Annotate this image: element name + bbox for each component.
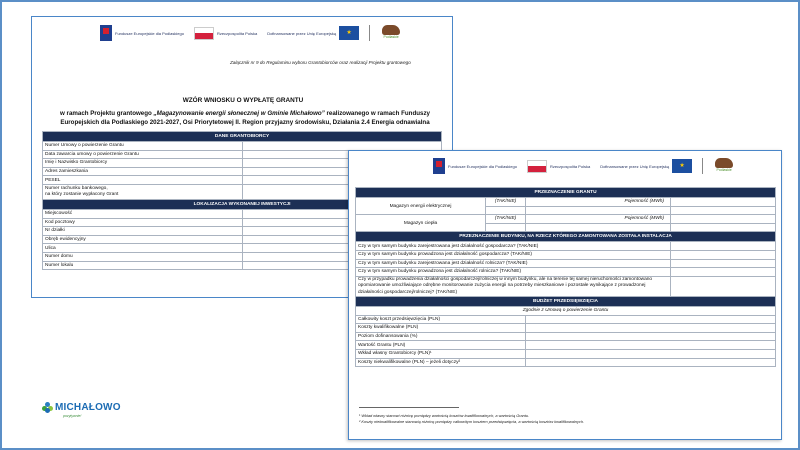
table-row: Poziom dofinansowania (%) — [356, 332, 776, 341]
poland-flag-icon — [527, 160, 547, 173]
logo-bar — [100, 25, 402, 41]
bank-account-label: Numer rachunku bankowego, na który zostanie wypłacony Grant — [43, 184, 243, 199]
logo-separator — [369, 25, 370, 41]
grant-purpose-table — [355, 187, 776, 367]
table-row: Wartość Grantu (PLN) — [356, 341, 776, 350]
section-header-location: LOKALIZACJA WYKONANEJ INWESTYCJI — [43, 199, 442, 209]
table-row: Czy w tym samym budynku prowadzona jest działalność rolnicza? (TAK/NIE) — [356, 268, 776, 277]
table-row: Miejscowość — [43, 209, 442, 218]
table-row: Koszty kwalifikowalne (PLN) — [356, 324, 776, 333]
input-cell[interactable] — [671, 259, 776, 268]
table-row: Magazyn ciepła (TAK/NIE) Pojemność (MWh) — [356, 215, 776, 224]
input-cell[interactable] — [526, 324, 776, 333]
table-row: Czy w tym samym budynku zarejestrowana jest działalność rolnicza? (TAK/NIE) — [356, 259, 776, 268]
section-header-grantee: DANE GRANTOBIORCY — [43, 132, 442, 142]
input-cell[interactable] — [671, 242, 776, 251]
input-cell[interactable] — [671, 223, 776, 232]
table-row: Numer lokalu — [43, 261, 442, 270]
logo-separator — [702, 158, 703, 174]
input-cell[interactable] — [526, 358, 776, 367]
budget-note: Zgodnie z Umową o powierzenie Grantu — [356, 306, 776, 315]
eu-logo: Dofinansowane przez Unię Europejską ★ — [600, 159, 692, 173]
input-cell[interactable] — [242, 142, 442, 151]
table-row: Koszty niekwalifikowalne (PLN) – jeżeli dotyczy² — [356, 358, 776, 367]
document-subtitle: w ramach Projektu grantowego „Magazynowanie energii słonecznej w Gminie Michałowo” realizowanego w ramach Funduszy Europejskich dla Podlaskiego 2021-2027, Osi Priorytetowej II. Region przyjazny środowisku, Działania 2.4 Energia odnawialna — [60, 110, 430, 126]
section-header-purpose: PRZEZNACZENIE GRANTU — [356, 188, 776, 198]
input-cell[interactable] — [671, 276, 776, 296]
flower-icon — [42, 402, 53, 413]
table-row: Data zawarcia umowy o powierzenie Grantu — [43, 150, 442, 159]
podlaskie-logo: Podlaskie — [380, 25, 402, 41]
input-cell[interactable] — [526, 341, 776, 350]
input-cell[interactable] — [526, 223, 671, 232]
table-row: PESEL — [43, 176, 442, 185]
table-row: Numer Umowy o powierzenie Grantu — [43, 142, 442, 151]
input-cell[interactable] — [526, 206, 671, 215]
input-cell[interactable] — [526, 349, 776, 358]
eu-flag-icon: ★ — [672, 159, 692, 173]
document-page-2 — [348, 150, 782, 440]
funds-logo-icon — [433, 158, 445, 174]
table-row: Adres zamieszkania — [43, 167, 442, 176]
input-cell[interactable] — [671, 198, 776, 207]
poland-logo: Rzeczpospolita Polska — [527, 160, 590, 173]
table-row: Nr działki — [43, 227, 442, 236]
table-row: Magazyn energii elektrycznej (TAK/NIE) Pojemność (MWh) — [356, 198, 776, 207]
brand-tagline: pozytywnie! — [63, 414, 82, 418]
podlaskie-logo: Podlaskie — [713, 158, 735, 174]
table-row: Obręb ewidencyjny — [43, 235, 442, 244]
input-cell[interactable] — [671, 215, 776, 224]
table-row: Wkład własny Grantobiorcy (PLN)¹ — [356, 349, 776, 358]
michalowo-logo — [42, 402, 121, 413]
table-row: Ulica — [43, 244, 442, 253]
bison-icon — [715, 158, 733, 168]
poland-logo: Rzeczpospolita Polska — [194, 27, 257, 40]
table-row: Kod pocztowy — [43, 218, 442, 227]
input-cell[interactable] — [526, 332, 776, 341]
footnote-divider — [359, 407, 459, 408]
input-cell[interactable] — [526, 315, 776, 324]
eu-flag-icon: ★ — [339, 26, 359, 40]
input-cell[interactable] — [671, 206, 776, 215]
attachment-note: Załącznik nr 9 do Regulaminu wyboru Grantobiorców oraz realizacji Projektu grantowego — [230, 60, 411, 65]
funds-logo-icon — [100, 25, 112, 41]
logo-bar — [433, 158, 735, 174]
footnotes — [359, 413, 584, 425]
input-cell[interactable] — [486, 223, 526, 232]
eu-logo: Dofinansowane przez Unię Europejską ★ — [267, 26, 359, 40]
table-row: Numer domu — [43, 252, 442, 261]
table-row: Imię i Nazwisko Grantobiorcy — [43, 159, 442, 168]
funds-logo: Fundusze Europejskie dla Podlaskiego — [433, 158, 517, 174]
table-row: Czy w tym samym budynku zarejestrowana jest działalność gospodarcza? (TAK/NIE) — [356, 242, 776, 251]
funds-logo: Fundusze Europejskie dla Podlaskiego — [100, 25, 184, 41]
footnote-2: ² Koszty niekwalifikowalne stanowią różnicę pomiędzy całkowitym kosztem przedsięwzięcia, a wartością kosztów kwalifikowalnych. — [359, 419, 585, 424]
section-header-budget: BUDŻET PRZEDSIĘWZIĘCIA — [356, 296, 776, 306]
table-row: Czy w przypadku prowadzenia działalności gospodarczej/rolniczej w innym budynku, ale na terenie tej samej nieruchomości zamontowano opomiarowanie umożliwiające odrębne monitorowanie zużycia energii na potrzeby mieszkaniowe i pozostałe wynikające z prowadzonej działalności gospodarczej/rolniczej? (TAK/NIE) — [356, 276, 776, 296]
input-cell[interactable] — [671, 268, 776, 277]
input-cell[interactable] — [486, 206, 526, 215]
table-row: Całkowity koszt przedsięwzięcia (PLN) — [356, 315, 776, 324]
input-cell[interactable] — [671, 250, 776, 259]
poland-flag-icon — [194, 27, 214, 40]
document-title: WZÓR WNIOSKU O WYPŁATĘ GRANTU — [182, 97, 304, 104]
bison-icon — [382, 25, 400, 35]
brand-name: MICHAŁOWO — [55, 402, 121, 413]
footnote-1: ¹ Wkład własny stanowi różnicę pomiędzy wartością kosztów kwalifikowalnych, a wartością Grantu. — [359, 413, 530, 418]
table-row: Czy w tym samym budynku prowadzona jest działalność gospodarcza? (TAK/NIE) — [356, 250, 776, 259]
section-header-building: PRZEZNACZENIE BUDYNKU, NA RZECZ KTÓREGO ZAMONTOWANA ZOSTAŁA INSTALACJA — [356, 232, 776, 242]
